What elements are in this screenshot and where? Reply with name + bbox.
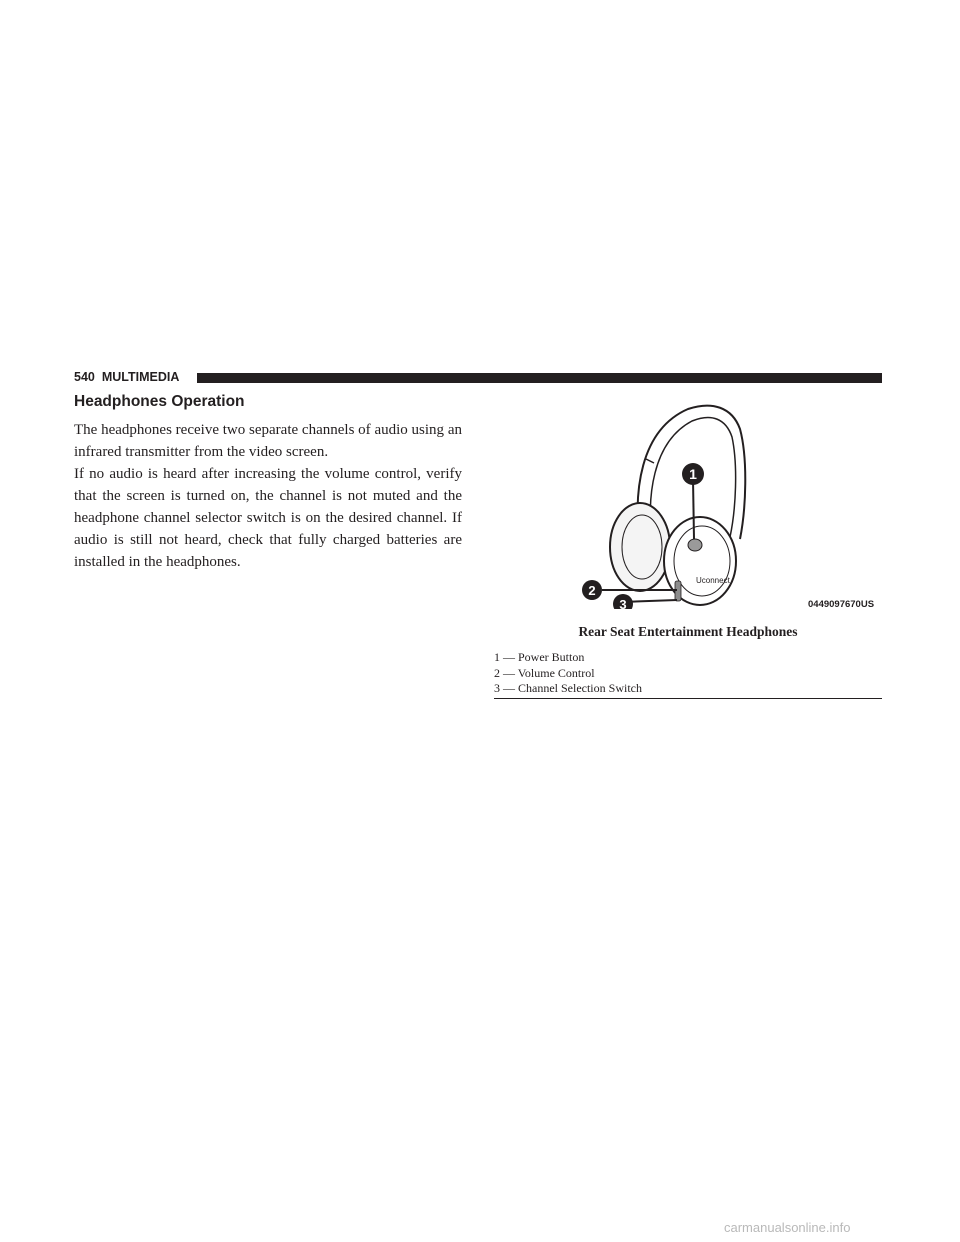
legend-item-power-button: 1 — Power Button xyxy=(494,650,585,664)
headphones-figure xyxy=(580,399,882,609)
paragraph-intro: The headphones receive two separate channels of audio using an infrared transmitter from the video screen. xyxy=(74,422,462,460)
power-button-shape xyxy=(688,539,702,551)
left-ear-cup xyxy=(610,503,670,591)
watermark: carmanualsonline.info xyxy=(724,1220,851,1235)
legend-rule xyxy=(494,698,882,699)
callout-2: 2 xyxy=(588,583,596,598)
legend-item-channel-switch: 3 — Channel Selection Switch xyxy=(494,681,642,695)
headphones-illustration xyxy=(580,399,882,609)
header-rule xyxy=(197,373,882,383)
figure-code: 0449097670US xyxy=(808,599,875,610)
page-header-label xyxy=(74,369,188,386)
figure-caption: Rear Seat Entertainment Headphones xyxy=(578,624,798,639)
paragraph-troubleshooting: If no audio is heard after increasing the volume control, verify that the screen is turned on, the channel is not muted and the headphone channel selector switch is on the desired channel. If audio is still not heard, check that fully charged batteries are installed in the headphones. xyxy=(74,466,462,570)
legend-item-volume-control: 2 — Volume Control xyxy=(494,665,595,680)
callout-3: 3 xyxy=(619,597,627,609)
brand-mark: Uconnect xyxy=(696,576,730,585)
section-name: MULTIMEDIA xyxy=(101,370,180,384)
section-title: Headphones Operation xyxy=(74,393,245,410)
figure-legend xyxy=(494,650,882,697)
callout-1: 1 xyxy=(689,466,697,482)
page-number: 540 xyxy=(74,370,95,384)
page-header xyxy=(74,369,882,386)
